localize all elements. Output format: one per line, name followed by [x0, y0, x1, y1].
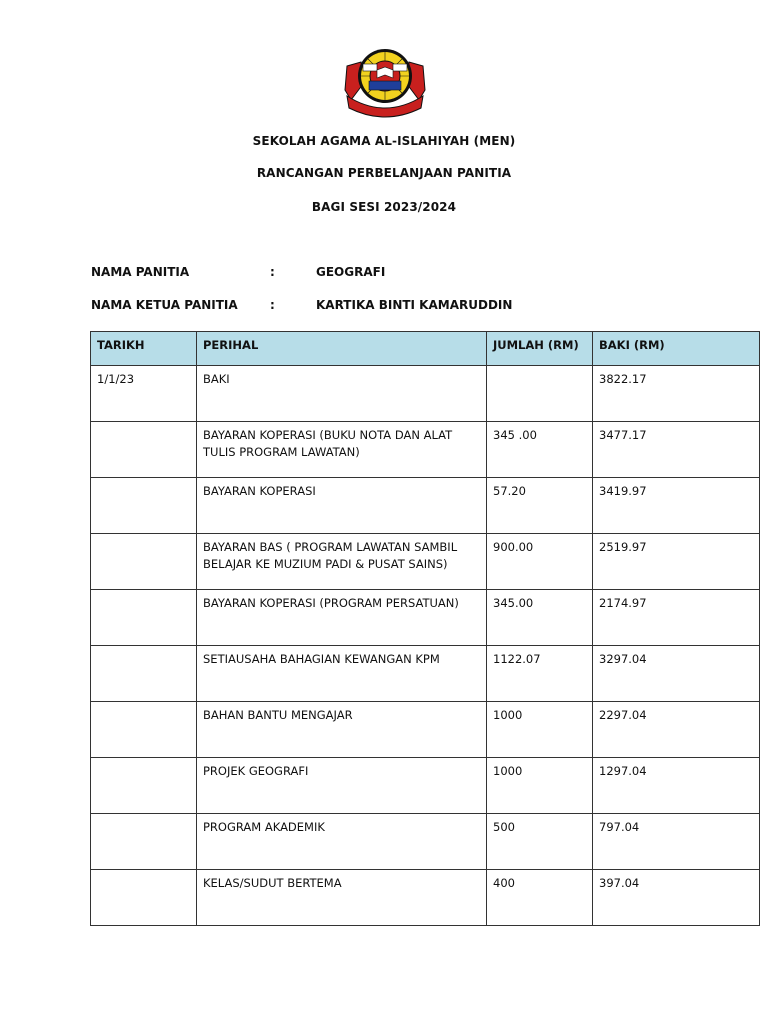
cell-perihal: BAHAN BANTU MENGAJAR — [197, 702, 487, 758]
cell-tarikh: 1/1/23 — [91, 366, 197, 422]
table-row — [91, 870, 760, 926]
school-crest-logo — [341, 44, 429, 120]
cell-tarikh — [91, 478, 197, 534]
table-row — [91, 478, 760, 534]
cell-tarikh — [91, 870, 197, 926]
cell-baki: 2174.97 — [593, 590, 760, 646]
cell-jumlah: 500 — [487, 814, 593, 870]
plan-title: RANCANGAN PERBELANJAAN PANITIA — [256, 166, 512, 180]
table-header-row — [91, 332, 760, 366]
ketua-value: KARTIKA BINTI KAMARUDDIN — [316, 298, 513, 312]
table-row — [91, 534, 760, 590]
panitia-colon: : — [270, 265, 275, 279]
cell-baki: 3822.17 — [593, 366, 760, 422]
table-row — [91, 590, 760, 646]
cell-perihal: BAYARAN KOPERASI (PROGRAM PERSATUAN) — [197, 590, 487, 646]
cell-jumlah: 1000 — [487, 758, 593, 814]
cell-perihal: BAYARAN BAS ( PROGRAM LAWATAN SAMBIL BELAJAR KE MUZIUM PADI & PUSAT SAINS) — [197, 534, 487, 590]
cell-perihal: SETIAUSAHA BAHAGIAN KEWANGAN KPM — [197, 646, 487, 702]
cell-perihal: BAKI — [197, 366, 487, 422]
info-row-ketua — [91, 298, 751, 316]
cell-perihal: BAYARAN KOPERASI — [197, 478, 487, 534]
info-row-panitia — [91, 265, 751, 283]
cell-jumlah: 1000 — [487, 702, 593, 758]
table-row — [91, 646, 760, 702]
cell-baki: 2519.97 — [593, 534, 760, 590]
cell-perihal: KELAS/SUDUT BERTEMA — [197, 870, 487, 926]
expenditure-table — [90, 331, 760, 926]
table-row — [91, 702, 760, 758]
cell-jumlah: 345.00 — [487, 590, 593, 646]
cell-tarikh — [91, 590, 197, 646]
header-jumlah: JUMLAH (RM) — [487, 332, 593, 366]
cell-baki: 1297.04 — [593, 758, 760, 814]
panitia-label: NAMA PANITIA — [91, 265, 190, 279]
cell-tarikh — [91, 814, 197, 870]
table-row — [91, 366, 760, 422]
school-name: SEKOLAH AGAMA AL-ISLAHIYAH (MEN) — [252, 134, 516, 148]
cell-baki: 2297.04 — [593, 702, 760, 758]
cell-jumlah: 900.00 — [487, 534, 593, 590]
ketua-colon: : — [270, 298, 275, 312]
table-row — [91, 758, 760, 814]
panitia-value: GEOGRAFI — [316, 265, 386, 279]
header-baki: BAKI (RM) — [593, 332, 760, 366]
cell-jumlah: 345 .00 — [487, 422, 593, 478]
cell-tarikh — [91, 702, 197, 758]
cell-perihal: PROJEK GEOGRAFI — [197, 758, 487, 814]
table-row — [91, 814, 760, 870]
cell-perihal: PROGRAM AKADEMIK — [197, 814, 487, 870]
cell-jumlah: 1122.07 — [487, 646, 593, 702]
header-tarikh: TARIKH — [91, 332, 197, 366]
cell-baki: 797.04 — [593, 814, 760, 870]
cell-tarikh — [91, 646, 197, 702]
cell-jumlah: 400 — [487, 870, 593, 926]
cell-baki: 3419.97 — [593, 478, 760, 534]
cell-tarikh — [91, 758, 197, 814]
cell-jumlah — [487, 366, 593, 422]
table-row — [91, 422, 760, 478]
cell-baki: 3297.04 — [593, 646, 760, 702]
header-perihal: PERIHAL — [197, 332, 487, 366]
ketua-label: NAMA KETUA PANITIA — [91, 298, 238, 312]
cell-tarikh — [91, 534, 197, 590]
cell-jumlah: 57.20 — [487, 478, 593, 534]
session-title: BAGI SESI 2023/2024 — [311, 200, 457, 214]
cell-tarikh — [91, 422, 197, 478]
cell-baki: 3477.17 — [593, 422, 760, 478]
cell-perihal: BAYARAN KOPERASI (BUKU NOTA DAN ALAT TULIS PROGRAM LAWATAN) — [197, 422, 487, 478]
cell-baki: 397.04 — [593, 870, 760, 926]
